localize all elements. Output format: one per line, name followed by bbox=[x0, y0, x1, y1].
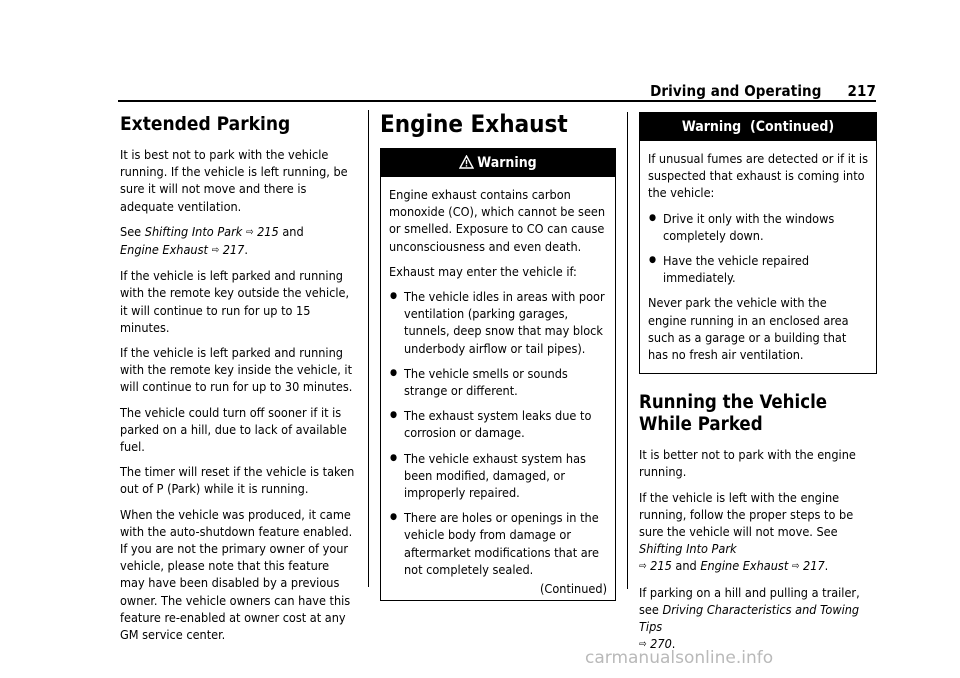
list-item: ● The vehicle idles in areas with poor ventilation (parking garages, tunnels, deep snow that may block underbody airflow or tail pipes). bbox=[389, 288, 607, 357]
column-extended-parking bbox=[120, 110, 356, 651]
warning-box-continued bbox=[639, 112, 877, 374]
link-shifting-into-park[interactable]: Shifting Into Park ⇨ 215 bbox=[144, 223, 279, 239]
header-rule bbox=[118, 100, 876, 102]
warning-title: Warning (Continued) bbox=[681, 119, 835, 135]
link-engine-exhaust[interactable]: Engine Exhaust ⇨ 217 bbox=[700, 558, 825, 574]
page-ref-arrow-icon: ⇨ bbox=[211, 245, 220, 257]
column-running-parked bbox=[639, 112, 877, 661]
paragraph-see-also: See Shifting Into Park ⇨ 215 and Engine Exhaust ⇨ 217. bbox=[120, 223, 304, 258]
column-divider-left bbox=[368, 110, 369, 587]
paragraph: If the vehicle is left parked and running with the remote key outside the vehicle, it will continue to run for up to 15 minutes. bbox=[120, 268, 350, 335]
warning-title: Warning bbox=[477, 155, 537, 171]
warning-paragraph: If unusual fumes are detected or if it is suspected that exhaust is coming into the vehicle: bbox=[648, 151, 868, 201]
paragraph-see-also: If parking on a hill and pulling a trailer, see Driving Characteristics and Towing Tips ⇨ 270. bbox=[639, 584, 860, 652]
list-item: ● The vehicle exhaust system has been modified, damaged, or improperly repaired. bbox=[389, 450, 607, 502]
paragraph-see-also: If the vehicle is left with the engine running, follow the proper steps to be sure the vehicle will not move. See Shifting Into Park ⇨ 215 and Engine Exhaust ⇨ 217. bbox=[639, 489, 854, 574]
continued-label: (Continued) bbox=[540, 581, 607, 597]
warning-title-bar bbox=[381, 149, 615, 177]
section-heading-extended-parking: Extended Parking bbox=[120, 113, 291, 135]
running-section-title: Driving and Operating bbox=[650, 82, 822, 100]
warning-body bbox=[640, 141, 876, 373]
warning-paragraph: Exhaust may enter the vehicle if: bbox=[389, 263, 577, 279]
page-ref-arrow-icon: ⇨ bbox=[245, 226, 254, 238]
warning-bullet-list bbox=[389, 288, 607, 578]
page-ref-arrow-icon: ⇨ bbox=[639, 639, 647, 651]
paragraph: It is better not to park with the engine running. bbox=[639, 447, 856, 480]
list-item: ● Have the vehicle repaired immediately. bbox=[648, 252, 868, 286]
page-header bbox=[650, 82, 876, 100]
warning-box bbox=[380, 148, 616, 601]
list-item: ● There are holes or openings in the vehicle body from damage or aftermarket modifications that are not completely sealed. bbox=[389, 509, 607, 578]
paragraph: The vehicle could turn off sooner if it is parked on a hill, due to lack of available fuel. bbox=[120, 404, 347, 455]
warning-title-bar bbox=[640, 113, 876, 141]
list-item: ● Drive it only with the windows completely down. bbox=[648, 210, 868, 244]
warning-body bbox=[381, 177, 615, 600]
link-driving-characteristics[interactable]: Driving Characteristics and Towing Tips ⇨ 270 bbox=[639, 601, 860, 652]
paragraph: The timer will reset if the vehicle is taken out of P (Park) while it is running. bbox=[120, 464, 355, 497]
watermark: carmanualsonline.info bbox=[585, 648, 774, 668]
section-heading-running-parked: Running the Vehicle While Parked bbox=[639, 392, 828, 436]
warning-paragraph: Engine exhaust contains carbon monoxide (CO), which cannot be seen or smelled. Exposure to CO can cause unconsciousness and even death. bbox=[389, 187, 606, 254]
page-ref-arrow-icon: ⇨ bbox=[639, 561, 647, 573]
link-engine-exhaust[interactable]: Engine Exhaust ⇨ 217 bbox=[120, 242, 245, 258]
warning-triangle-icon bbox=[459, 151, 474, 179]
page-ref-arrow-icon: ⇨ bbox=[791, 561, 800, 573]
link-shifting-into-park[interactable]: Shifting Into Park ⇨ 215 bbox=[639, 541, 737, 574]
column-engine-exhaust bbox=[380, 110, 616, 601]
paragraph: When the vehicle was produced, it came with the auto-shutdown feature enabled. If you are not the primary owner of your vehicle, please note that this feature may have been disabled by a previous owner. The vehicle owners can have this feature re-enabled at owner cost at any GM service center. bbox=[120, 506, 353, 643]
section-heading-engine-exhaust: Engine Exhaust bbox=[380, 110, 568, 138]
warning-bullet-list bbox=[648, 210, 868, 287]
list-item: ● The exhaust system leaks due to corrosion or damage. bbox=[389, 407, 607, 441]
paragraph: If the vehicle is left parked and running with the remote key inside the vehicle, it will continue to run for up to 30 minutes. bbox=[120, 345, 353, 395]
column-divider-right bbox=[627, 112, 628, 589]
warning-paragraph: Never park the vehicle with the engine running in an enclosed area such as a garage or a building that has no fresh air ventilation. bbox=[648, 295, 849, 363]
page-number: 217 bbox=[847, 82, 876, 100]
paragraph: It is best not to park with the vehicle running. If the vehicle is left running, be sure it will not move and there is adequate ventilation. bbox=[120, 147, 348, 214]
list-item: ● The vehicle smells or sounds strange or different. bbox=[389, 365, 607, 399]
